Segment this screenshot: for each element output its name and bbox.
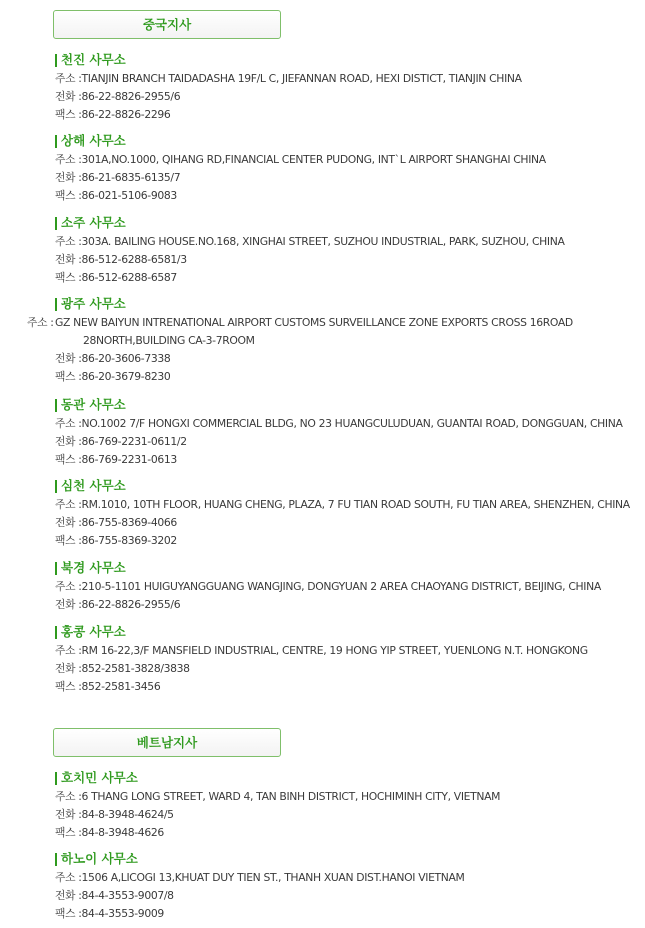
office-shenzhen (55, 477, 640, 550)
address-row (55, 788, 640, 806)
address-label: 주소 : (55, 580, 82, 593)
office-title: 동관 사무소 (55, 396, 640, 414)
fax-value: 84-4-3553-9009 (81, 907, 164, 920)
office-title: 광주 사무소 (55, 295, 640, 313)
phone-row (55, 514, 640, 532)
address-row: 주소 :GZ NEW BAIYUN INTRENATIONAL AIRPORT CUSTOMS SURVEILLANCE ZONE EXPORTS CROSS 16ROAD 28NORTH,BUILDING CA-3-7ROOM (27, 316, 573, 347)
office-title: 홍콩 사무소 (55, 623, 640, 641)
address-label: 주소 : (55, 498, 82, 511)
phone-row (55, 887, 640, 905)
phone-label: 전화 : (55, 598, 82, 611)
office-title: 심천 사무소 (55, 477, 640, 495)
phone-label: 전화 : (55, 352, 82, 365)
address-value: 1506 A,LICOGI 13,KHUAT DUY TIEN ST., THANH XUAN DIST.HANOI VIETNAM (81, 871, 465, 884)
phone-row (55, 596, 640, 614)
office-title: 상해 사무소 (55, 132, 640, 150)
fax-label: 팩스 : (55, 370, 82, 383)
phone-label: 전화 : (55, 171, 82, 184)
phone-label: 전화 : (55, 889, 82, 902)
address-label: 주소 : (55, 871, 82, 884)
fax-row (55, 824, 640, 842)
address-row (55, 415, 640, 433)
address-value: RM 16-22,3/F MANSFIELD INDUSTRIAL, CENTRE, 19 HONG YIP STREET, YUENLONG N.T. HONGKONG (81, 644, 588, 657)
address-label: 주소 : (55, 790, 82, 803)
fax-label: 팩스 : (55, 108, 82, 121)
fax-value: 86-021-5106-9083 (81, 189, 177, 202)
office-beijing (55, 559, 640, 614)
fax-value: 86-769-2231-0613 (81, 453, 177, 466)
office-dongguan (55, 396, 640, 469)
phone-value: 86-512-6288-6581/3 (81, 253, 187, 266)
fax-label: 팩스 : (55, 453, 82, 466)
fax-label: 팩스 : (55, 534, 82, 547)
office-tianjin (55, 51, 640, 124)
phone-value: 86-769-2231-0611/2 (81, 435, 187, 448)
office-guangzhou (27, 295, 640, 386)
fax-row (55, 451, 640, 469)
fax-row (55, 678, 640, 696)
address-value: 301A,NO.1000, QIHANG RD,FINANCIAL CENTER PUDONG, INT`L AIRPORT SHANGHAI CHINA (81, 153, 546, 166)
phone-row (55, 660, 640, 678)
fax-row (55, 905, 640, 923)
fax-value: 852-2581-3456 (81, 680, 161, 693)
fax-row (55, 106, 640, 124)
fax-label: 팩스 : (55, 826, 82, 839)
fax-value: 84-8-3948-4626 (81, 826, 164, 839)
address-value: 303A. BAILING HOUSE.NO.168, XINGHAI STREET, SUZHOU INDUSTRIAL, PARK, SUZHOU, CHINA (81, 235, 565, 248)
address-label: 주소 : (55, 644, 82, 657)
address-row (55, 578, 640, 596)
fax-value: 86-22-8826-2296 (81, 108, 171, 121)
office-hochiminh (55, 769, 640, 842)
china-region-tab[interactable]: 중국지사 (53, 10, 281, 39)
office-title: 하노이 사무소 (55, 850, 640, 868)
phone-value: 84-8-3948-4624/5 (81, 808, 174, 821)
office-title: 소주 사무소 (55, 214, 640, 232)
vietnam-region-tab[interactable]: 베트남지사 (53, 728, 281, 757)
phone-label: 전화 : (55, 435, 82, 448)
phone-value: 86-22-8826-2955/6 (81, 598, 181, 611)
fax-label: 팩스 : (55, 907, 82, 920)
address-value: TIANJIN BRANCH TAIDADASHA 19F/L C, JIEFANNAN ROAD, HEXI DISTICT, TIANJIN CHINA (81, 72, 522, 85)
address-row (55, 496, 640, 514)
office-hongkong (55, 623, 640, 696)
address-label: 주소 : (55, 153, 82, 166)
address-value: 210-5-1101 HUIGUYANGGUANG WANGJING, DONGYUAN 2 AREA CHAOYANG DISTRICT, BEIJING, CHINA (81, 580, 601, 593)
phone-value: 86-22-8826-2955/6 (81, 90, 181, 103)
office-hanoi (55, 850, 640, 923)
fax-label: 팩스 : (55, 271, 82, 284)
address-value: NO.1002 7/F HONGXI COMMERCIAL BLDG, NO 23 HUANGCULUDUAN, GUANTAI ROAD, DONGGUAN, CHINA (81, 417, 623, 430)
address-label: 주소 : (55, 72, 82, 85)
fax-row (55, 368, 640, 386)
fax-row (55, 532, 640, 550)
phone-label: 전화 : (55, 516, 82, 529)
fax-row (55, 269, 640, 287)
address-row (55, 70, 640, 88)
address-row (55, 233, 640, 251)
address-value: GZ NEW BAIYUN INTRENATIONAL AIRPORT CUSTOMS SURVEILLANCE ZONE EXPORTS CROSS 16ROAD 28NORTH,BUILDING CA-3-7ROOM (55, 316, 573, 347)
address-value: RM.1010, 10TH FLOOR, HUANG CHENG, PLAZA, 7 FU TIAN ROAD SOUTH, FU TIAN AREA, SHENZHEN, CHINA (81, 498, 630, 511)
address-value: 6 THANG LONG STREET, WARD 4, TAN BINH DISTRICT, HOCHIMINH CITY, VIETNAM (81, 790, 501, 803)
phone-row (55, 350, 640, 368)
phone-row (55, 433, 640, 451)
phone-value: 84-4-3553-9007/8 (81, 889, 174, 902)
phone-row (55, 251, 640, 269)
address-row (55, 869, 640, 887)
fax-row (55, 187, 640, 205)
phone-row (55, 169, 640, 187)
address-row (55, 642, 640, 660)
fax-label: 팩스 : (55, 189, 82, 202)
phone-row (55, 806, 640, 824)
address-label: 주소 : (55, 235, 82, 248)
fax-value: 86-755-8369-3202 (81, 534, 177, 547)
phone-label: 전화 : (55, 662, 82, 675)
phone-label: 전화 : (55, 808, 82, 821)
office-shanghai (55, 132, 640, 205)
phone-value: 86-755-8369-4066 (81, 516, 177, 529)
fax-value: 86-20-3679-8230 (81, 370, 171, 383)
office-title: 호치민 사무소 (55, 769, 640, 787)
phone-label: 전화 : (55, 253, 82, 266)
phone-value: 86-21-6835-6135/7 (81, 171, 181, 184)
fax-value: 86-512-6288-6587 (81, 271, 177, 284)
address-row (55, 151, 640, 169)
address-label: 주소 : (55, 417, 82, 430)
phone-row (55, 88, 640, 106)
office-suzhou (55, 214, 640, 287)
office-title: 북경 사무소 (55, 559, 640, 577)
fax-label: 팩스 : (55, 680, 82, 693)
phone-label: 전화 : (55, 90, 82, 103)
phone-value: 86-20-3606-7338 (81, 352, 171, 365)
phone-value: 852-2581-3828/3838 (81, 662, 190, 675)
office-title: 천진 사무소 (55, 51, 640, 69)
